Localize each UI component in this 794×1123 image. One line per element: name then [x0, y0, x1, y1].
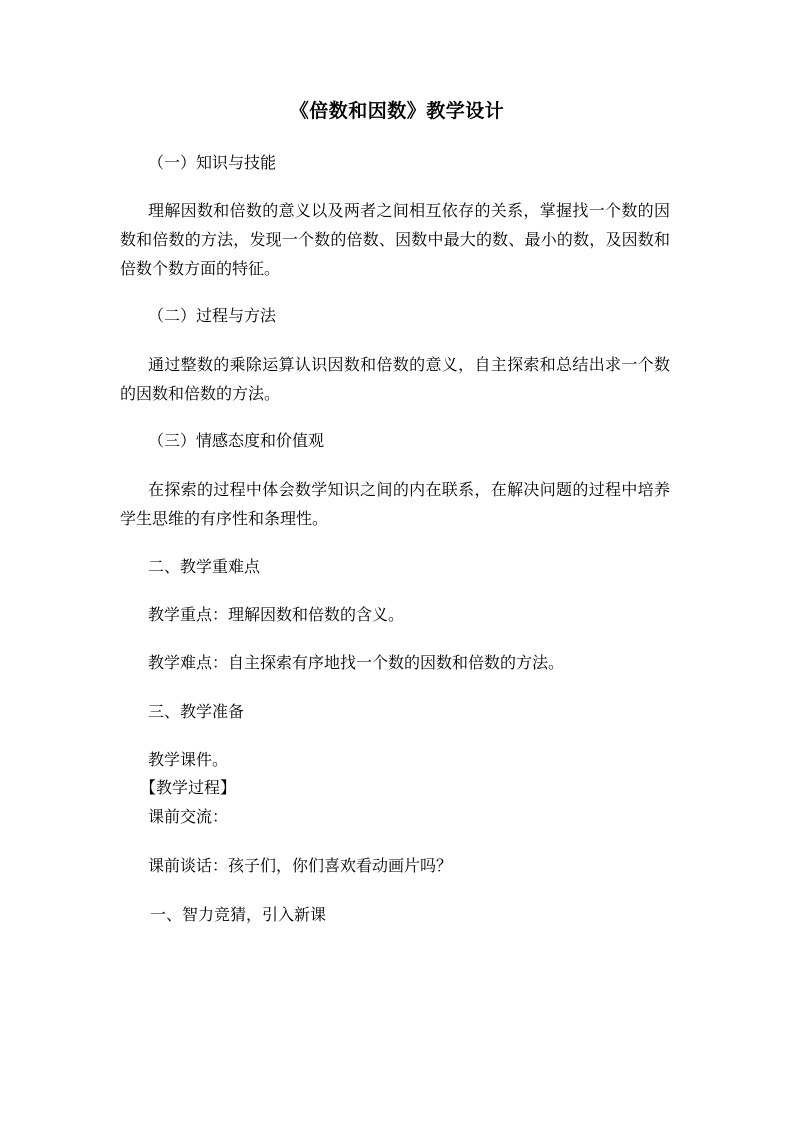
materials-text: 教学课件。	[148, 750, 229, 769]
key-point-text: 教学重点：理解因数和倍数的含义。	[148, 605, 405, 624]
document-title: 《倍数和因数》教学设计	[289, 100, 505, 122]
section-heading-knowledge-skills: （一）知识与技能	[148, 153, 277, 172]
paragraph-knowledge-skills: 理解因数和倍数的意义以及两者之间相互依存的关系，掌握找一个数的因数和倍数的方法，发现一个数的倍数、因数中最大的数、最小的数，及因数和倍数个数方面的特征。	[120, 201, 670, 278]
section-heading-attitude-values: （三）情感态度和价值观	[148, 431, 325, 450]
pre-class-talk: 课前谈话：孩子们，你们喜欢看动画片吗？	[148, 856, 453, 875]
difficult-point-text: 教学难点：自主探索有序地找一个数的因数和倍数的方法。	[148, 653, 565, 672]
section-heading-process-method: （二）过程与方法	[148, 306, 277, 325]
process-heading: 【教学过程】	[140, 778, 237, 797]
part-heading-introduction: 一、智力竞猜，引入新课	[150, 905, 327, 924]
part-heading-preparation: 三、教学准备	[148, 702, 245, 721]
part-heading-key-difficult-points: 二、教学重难点	[148, 557, 261, 576]
pre-class-label: 课前交流：	[148, 807, 229, 826]
paragraph-process-method: 通过整数的乘除运算认识因数和倍数的意义，自主探索和总结出求一个数的因数和倍数的方法。	[120, 355, 670, 403]
paragraph-attitude-values: 在探索的过程中体会数学知识之间的内在联系，在解决问题的过程中培养学生思维的有序性和条理性。	[120, 480, 670, 528]
